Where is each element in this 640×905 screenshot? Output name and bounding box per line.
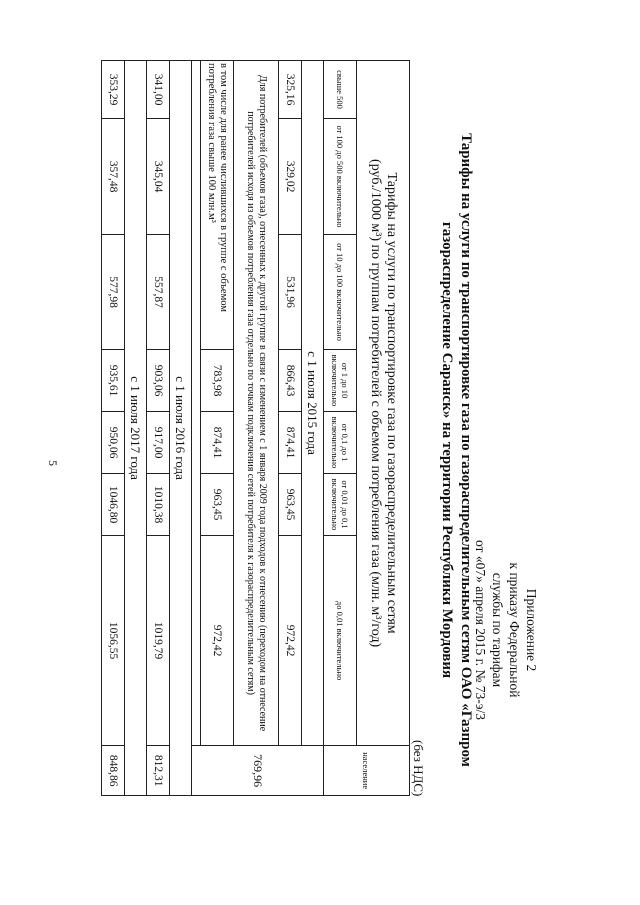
table-cell: 1046,80 (102, 474, 125, 536)
column-header: свыше 500 (324, 61, 357, 119)
table-cell: 329,02 (279, 119, 302, 235)
table-cell: 950,06 (102, 412, 125, 474)
appendix-line: к приказу Федеральной (507, 562, 522, 698)
table-cell: 325,16 (279, 61, 302, 119)
table-cell: 1056,55 (102, 536, 125, 746)
subgroup-label: в том числе для ранее числившихся в группе с объемом потребления газа свыше 100 млн.м³ (201, 61, 234, 350)
table-cell: 812,31 (147, 746, 170, 796)
table-cell: 531,96 (279, 235, 302, 350)
tariff-table (101, 60, 410, 796)
table-cell: 972,42 (201, 536, 234, 746)
table-header (357, 61, 410, 746)
title-line: Тарифы на услуги по транспортировке газа по газораспределительным сетям ОАО «Газпром (458, 133, 474, 767)
appendix-block (472, 510, 540, 750)
table-cell: 935,61 (102, 350, 125, 412)
appendix-line: службы по тарифам (490, 572, 505, 688)
table-cell: 341,00 (147, 61, 170, 119)
vat-note: (без НДС) (411, 740, 426, 797)
period-row: с 1 июля 2016 года (170, 61, 192, 796)
table-cell: 557,87 (147, 235, 170, 350)
column-header: население (324, 746, 410, 796)
table-cell: 903,06 (147, 350, 170, 412)
table-cell: 1019,79 (147, 536, 170, 746)
column-header: от 0,01 до 0,1 включительно (324, 474, 357, 536)
page-number: 5 (46, 460, 60, 466)
table-cell: 783,98 (201, 350, 234, 412)
table-header-line: (руб./1000 м³) по группам потребителей с объемом потребления газа (млн. м³/год) (368, 159, 383, 648)
population-2015-cell: 769,96 (192, 746, 324, 796)
table-cell: 345,04 (147, 119, 170, 235)
appendix-line: от «07» апреля 2015 г. № 73-э/3 (473, 539, 488, 720)
column-header: от 0,1 до 1 включительно (324, 412, 357, 474)
table-header-line: Тарифы на услуги по транспортировке газа по газораспределительным сетям (384, 172, 399, 634)
column-header: от 1 до 10 включительно (324, 350, 357, 412)
column-header: от 100 до 500 включительно (324, 119, 357, 235)
table-note: Для потребителей (объемов газа), отнесенных к другой группе в связи с изменением с 1 января 2009 года подходов к отнесению (переходом на отнесение потребителей исходя из объемов потребления газа отдельно по точкам подключения сетей потребителя к газораспределительным сетям) (234, 61, 279, 746)
table-cell: 353,29 (102, 61, 125, 119)
table-cell: 963,45 (279, 474, 302, 536)
rotated-page (20, 40, 560, 840)
title-line: газораспределение Саранск» на территории Республики Мордовия (439, 221, 455, 679)
table-cell: 866,43 (279, 350, 302, 412)
document-title (437, 90, 475, 810)
spacer-row (192, 61, 201, 746)
table-cell: 1010,38 (147, 474, 170, 536)
column-header: от 10 до 100 включительно (324, 235, 357, 350)
table-cell: 874,41 (279, 412, 302, 474)
table-cell: 357,48 (102, 119, 125, 235)
table-cell: 848,86 (102, 746, 125, 796)
table-cell: 917,00 (147, 412, 170, 474)
period-row: с 1 июля 2017 года (125, 61, 147, 796)
table-cell: 577,98 (102, 235, 125, 350)
table-cell: 874,41 (201, 412, 234, 474)
table-cell: 972,42 (279, 536, 302, 746)
column-header: до 0,01 включительно (324, 536, 357, 746)
appendix-line: Приложение 2 (524, 588, 539, 672)
period-row: с 1 июля 2015 года (302, 61, 324, 746)
table-cell: 963,45 (201, 474, 234, 536)
